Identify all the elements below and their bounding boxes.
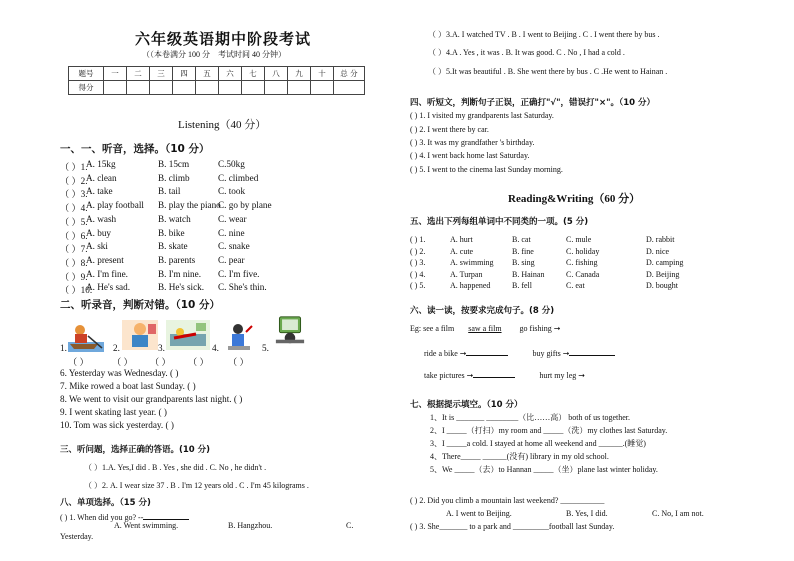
prompt: take pictures <box>424 371 465 380</box>
option-b: B. fell <box>512 281 532 290</box>
prompt: hurt my leg <box>539 371 577 380</box>
option-a: A. I'm fine. <box>86 268 128 279</box>
answer-blank[interactable] <box>466 346 508 356</box>
question-number[interactable]: （ ）5. <box>60 216 88 227</box>
score-col: 六 <box>219 67 242 81</box>
option-b: B. fine <box>512 246 534 256</box>
part5-title: 五、选出下列每组单词中不同类的一项。(5 分) <box>410 217 589 227</box>
part3-item: （ ）4.A . Yes , it was . B. It was good. C . No , I had a cold . <box>428 48 625 57</box>
score-cell[interactable] <box>196 81 219 95</box>
part6-row <box>424 346 615 358</box>
score-cell[interactable] <box>150 81 173 95</box>
part7-item: 5、We _____（去）to Hannan _____（坐）plane last winter holiday. <box>430 465 658 474</box>
option-c: C. No, I am not. <box>652 509 704 518</box>
part4-title: 四、听短文，判断句子正误，正确打"√"，错误打"×"。（10 分） <box>410 98 656 108</box>
option-d: D. rabbit <box>646 235 675 244</box>
pic-answer-bracket[interactable]: （ ） <box>68 357 89 367</box>
option-c: C.50kg <box>218 159 245 169</box>
score-col: 九 <box>288 67 311 81</box>
boat-rowing-picture <box>68 322 104 352</box>
option-b: B. skate <box>158 241 188 252</box>
answer-blank[interactable] <box>569 346 615 356</box>
question-number[interactable]: ( ) 4. <box>410 269 426 279</box>
option-a: A. take <box>86 186 113 197</box>
part7-item: 1、It is _______ ________（比……高） both of us together. <box>430 413 630 422</box>
score-cell[interactable] <box>242 81 265 95</box>
option-c: C. pear <box>218 254 245 265</box>
part1-title: 一、一、听音，选择。（10 分） <box>60 143 210 155</box>
score-cell[interactable] <box>311 81 334 95</box>
question-number[interactable]: （ ）10. <box>60 285 93 296</box>
score-col: 十 <box>311 67 334 81</box>
option-b: B. watch <box>158 213 191 224</box>
pic-number: 1. <box>60 343 67 353</box>
option-a: A. buy <box>86 227 112 238</box>
option-b: B. tail <box>158 186 181 197</box>
score-col: 七 <box>242 67 265 81</box>
option-a: A. ski <box>86 241 108 252</box>
option-c: C. fishing <box>566 258 598 267</box>
option-c: C. holiday <box>566 246 600 256</box>
option-b: B. Hangzhou. <box>228 521 273 530</box>
option-b: B. bike <box>158 227 185 238</box>
option-a: A. I went to Beijing. <box>446 509 512 518</box>
option-c: C. mule <box>566 235 592 244</box>
question-number[interactable]: （ ）9. <box>60 271 88 282</box>
option-c: C. Canada <box>566 269 600 279</box>
option-b: B. cat <box>512 235 531 244</box>
score-cell[interactable] <box>265 81 288 95</box>
option-c: C. climbed <box>218 172 259 183</box>
part7-title: 七、根据提示填空。（10 分） <box>410 400 523 410</box>
score-col: 四 <box>173 67 196 81</box>
part3-item: （ ）3.A. I watched TV . B . I went to Beijing . C . I went there by bus . <box>428 30 660 39</box>
part8-question-3: ( ) 3. She_______ to a park and _________football last Sunday. <box>410 522 615 531</box>
part4-item: ( ) 3. It was my grandfather 's birthday. <box>410 138 535 147</box>
part6-example <box>410 324 560 333</box>
score-cell[interactable] <box>104 81 127 95</box>
part8-question-2: ( ) 2. Did you climb a mountain last weekend? ___________ <box>410 496 605 505</box>
option-a: A. happened <box>450 281 491 290</box>
question-number[interactable]: （ ）8. <box>60 257 88 268</box>
part7-item: 3、I _____a cold. I stayed at home all weekend and ______.(睡觉) <box>430 439 646 448</box>
option-b: B. play the piano <box>158 200 221 211</box>
part4-item: ( ) 1. I visited my grandparents last Saturday. <box>410 111 554 120</box>
prompt: ride a bike <box>424 349 458 358</box>
part3-title: 三、听问题，选择正确的答语。(10 分) <box>60 445 211 455</box>
arrow-icon: ➞ <box>578 371 585 380</box>
option-a: A. cute <box>450 246 474 256</box>
option-b: B. sing <box>512 258 535 267</box>
option-d: D. nice <box>646 246 670 256</box>
option-c: C. eat <box>566 281 585 290</box>
score-col: 八 <box>265 67 288 81</box>
pic-number: 5. <box>262 343 269 353</box>
question-number[interactable]: ( ) 5. <box>410 281 426 290</box>
score-row-label: 得分 <box>69 81 104 95</box>
option-b: B. Yes, I did. <box>566 509 608 518</box>
child-picture <box>122 320 158 350</box>
reading-heading: Reading&Writing（60 分） <box>508 193 641 205</box>
question-number[interactable]: ( ) 2. <box>410 246 426 256</box>
pic-answer-bracket[interactable]: （ ） <box>112 357 133 367</box>
option-a: A. 15kg <box>86 159 116 169</box>
part4-item: ( ) 5. I went to the cinema last Sunday morning. <box>410 165 563 174</box>
computer-picture <box>272 315 308 345</box>
swimming-picture <box>166 320 210 350</box>
option-b: B. Hainan <box>512 269 545 279</box>
score-cell[interactable] <box>127 81 150 95</box>
page-title: 六年级英语期中阶段考试 <box>135 30 312 48</box>
question-number[interactable]: ( ) 3. <box>410 258 426 267</box>
score-col: 三 <box>150 67 173 81</box>
score-row-label: 题号 <box>69 67 104 81</box>
eg-label: Eg: see a film <box>410 324 455 333</box>
page-subtitle: （（本卷满分 100 分 考试时间 40 分钟） <box>142 50 286 59</box>
judge-sentence: 6. Yesterday was Wednesday. ( ) <box>60 368 179 378</box>
judge-sentence: 7. Mike rowed a boat last Sunday. ( ) <box>60 381 196 391</box>
option-c: C. snake <box>218 241 250 252</box>
question-number[interactable]: （ ）3. <box>60 189 88 200</box>
part3-item: （ ）5.It was beautiful . B. She went there by bus . C .He went to Hainan . <box>428 67 668 76</box>
part6-row <box>424 368 585 380</box>
option-a: A. Went swimming. <box>114 521 179 530</box>
part8-title: 八、单项选择。（15 分) <box>60 498 151 508</box>
option-a: A. Turpan <box>450 269 483 279</box>
judge-sentence: 10. Tom was sick yesterday. ( ) <box>60 420 174 430</box>
sick-child-picture <box>224 322 254 352</box>
score-table <box>68 66 365 95</box>
option-b: B. He's sick. <box>158 282 205 293</box>
option-d: D. Beijing <box>646 269 680 279</box>
part4-item: ( ) 2. I went there by car. <box>410 125 489 134</box>
answer-blank[interactable] <box>473 368 515 378</box>
eg-answer: saw a film <box>468 324 502 333</box>
score-cell[interactable] <box>173 81 196 95</box>
option-b: B. climb <box>158 172 190 183</box>
score-cell[interactable] <box>334 81 365 95</box>
pic-answer-bracket[interactable]: （ ） <box>228 357 249 367</box>
question-number[interactable]: （ ）6. <box>60 230 88 241</box>
pic-answer-bracket[interactable]: （ ） <box>188 357 209 367</box>
score-cell[interactable] <box>219 81 242 95</box>
arrow-icon: ➞ <box>459 349 467 358</box>
question-number[interactable]: （ ）2. <box>60 175 88 186</box>
part3-item: （ ）1.A. Yes,I did . B . Yes , she did . C. No , he didn't . <box>84 463 267 472</box>
pic-number: 3. <box>158 343 165 353</box>
part6-title: 六、读一读，按要求完成句子。(8 分) <box>410 306 555 316</box>
eg-prompt: go fishing <box>519 324 552 333</box>
option-c: C. go by plane <box>218 200 272 211</box>
score-col: 总 分 <box>334 67 365 81</box>
question-number[interactable]: （ ）7. <box>60 244 88 255</box>
option-b: B. I'm nine. <box>158 268 201 279</box>
pic-answer-bracket[interactable]: （ ） <box>150 357 171 367</box>
arrow-icon: ➞ <box>466 371 474 380</box>
option-a: A. hurt <box>450 235 473 244</box>
option-a: A. clean <box>86 172 117 183</box>
question-text: ( ) 1. When did you go? -- <box>60 513 144 522</box>
arrow-icon: ➞ <box>562 349 570 358</box>
option-a: A. present <box>86 254 124 265</box>
option-a: A. He's sad. <box>86 282 131 293</box>
part4-item: ( ) 4. I went back home last Saturday. <box>410 151 530 160</box>
question-number[interactable]: （ ）1. <box>60 162 88 172</box>
option-a: A. play football <box>86 200 144 211</box>
pic-number: 2. <box>113 343 120 353</box>
part7-item: 4、There_____ ______(没有) library in my old school. <box>430 452 609 461</box>
option-d: D. bought <box>646 281 678 290</box>
score-col: 一 <box>104 67 127 81</box>
question-number[interactable]: （ ）4. <box>60 203 88 214</box>
answer-blank[interactable] <box>143 510 189 520</box>
option-a: A. swimming <box>450 258 494 267</box>
option-a: A. wash <box>86 213 117 224</box>
part3-item: （ ）2. A. I wear size 37 . B . I'm 12 years old . C . I'm 45 kilograms . <box>84 481 309 490</box>
part7-item: 2、I _____（打扫）my room and _____（洗）my clothes last Saturday. <box>430 426 668 435</box>
option-c: C. I'm five. <box>218 268 260 279</box>
arrow-icon: ➞ <box>553 324 561 333</box>
option-c: C. <box>346 521 354 530</box>
option-b: B. parents <box>158 254 196 265</box>
option-c: C. took <box>218 186 246 197</box>
option-b: B. 15cm <box>158 159 190 169</box>
question-number[interactable]: ( ) 1. <box>410 235 426 244</box>
option-d: D. camping <box>646 258 684 267</box>
pic-number: 4. <box>212 343 219 353</box>
option-c: C. nine <box>218 227 245 238</box>
score-col: 五 <box>196 67 219 81</box>
option-c: C. She's thin. <box>218 282 267 293</box>
score-cell[interactable] <box>288 81 311 95</box>
option-c: C. wear <box>218 213 247 224</box>
score-col: 二 <box>127 67 150 81</box>
judge-sentence: 9. I went skating last year. ( ) <box>60 407 167 417</box>
listening-heading: Listening（40 分） <box>178 119 267 131</box>
option-c-cont: Yesterday. <box>60 532 94 541</box>
judge-sentence: 8. We went to visit our grandparents last night. ( ) <box>60 394 243 404</box>
part2-title: 二、听录音，判断对错。（10 分） <box>60 299 221 311</box>
prompt: buy gifts <box>532 349 561 358</box>
